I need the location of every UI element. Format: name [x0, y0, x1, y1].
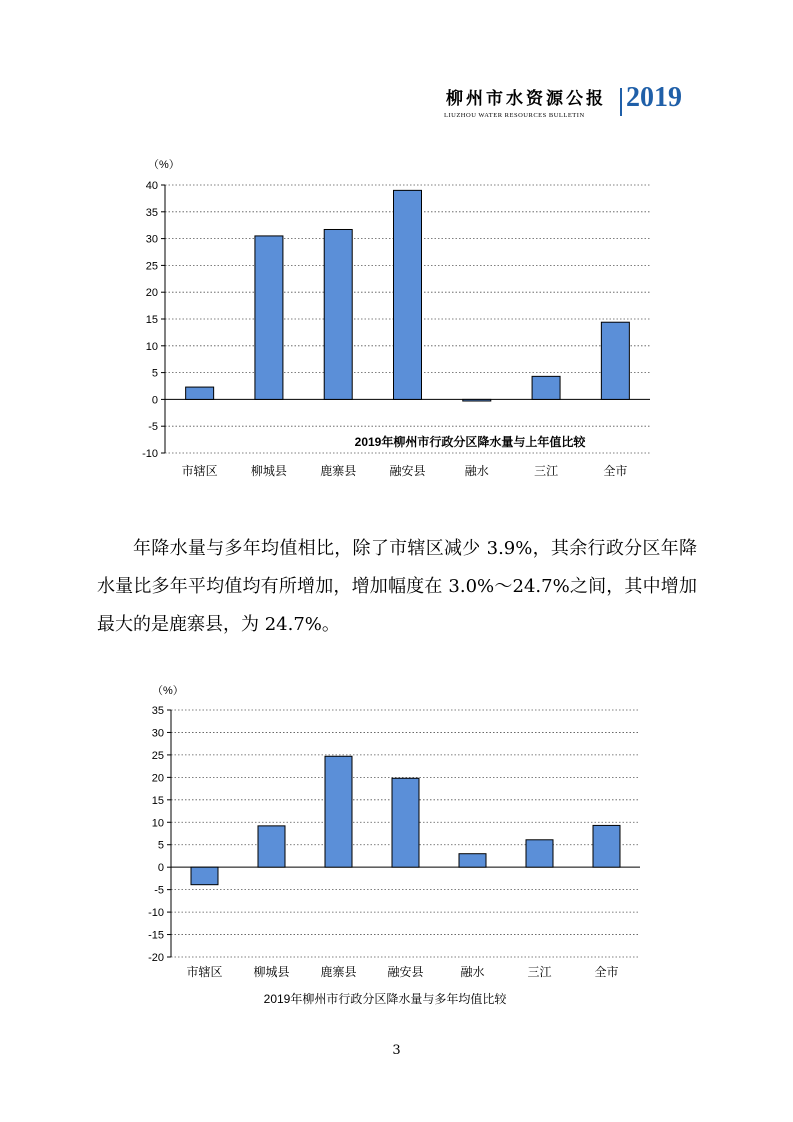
y-tick-label: 25 — [145, 260, 158, 273]
y-tick-label: 15 — [151, 794, 164, 807]
x-category-label: 三江 — [527, 965, 552, 979]
x-category-label: 市辖区 — [186, 965, 223, 979]
chart-title: 2019年柳州市行政分区降水量与多年均值比较 — [263, 992, 507, 1006]
bar-融水 — [459, 854, 486, 867]
y-tick-label: -20 — [148, 952, 164, 964]
x-category-label: 柳城县 — [250, 464, 287, 478]
y-tick-label: 30 — [151, 727, 164, 740]
x-category-label: 市辖区 — [181, 464, 218, 478]
x-category-label: 三江 — [534, 464, 559, 478]
y-tick-label: 10 — [151, 817, 164, 830]
y-tick-label: 25 — [151, 749, 164, 762]
y-tick-label: 0 — [157, 862, 164, 875]
header-year: 2019 — [626, 82, 682, 113]
y-tick-label: 0 — [151, 394, 158, 407]
bar-全市 — [593, 825, 620, 867]
y-unit-label: （%） — [148, 159, 180, 171]
y-tick-label: 35 — [145, 206, 158, 219]
y-tick-label: 20 — [151, 772, 164, 785]
y-tick-label: -10 — [148, 907, 164, 920]
bar-全市 — [601, 322, 629, 399]
bar-融安县 — [392, 778, 419, 867]
y-tick-label: 15 — [145, 314, 158, 326]
y-unit-label: （%） — [152, 685, 184, 697]
x-category-label: 全市 — [603, 464, 628, 478]
y-tick-label: 20 — [145, 287, 158, 300]
x-category-label: 柳城县 — [253, 965, 290, 979]
header-title-en: LIUZHOU WATER RESOURCES BULLETIN — [444, 112, 585, 119]
bar-三江 — [526, 840, 553, 867]
bar-融安县 — [394, 190, 422, 399]
y-tick-label: 40 — [145, 180, 158, 192]
bar-柳城县 — [255, 236, 283, 399]
x-category-label: 鹿寨县 — [320, 965, 357, 979]
y-tick-label: -5 — [148, 421, 158, 434]
chart-title: 2019年柳州市行政分区降水量与上年值比较 — [354, 435, 586, 449]
y-tick-label: 5 — [151, 367, 158, 380]
bar-市辖区 — [191, 867, 218, 885]
x-category-label: 融水 — [460, 965, 485, 979]
y-tick-label: -10 — [142, 448, 158, 460]
bar-融水 — [463, 399, 491, 401]
x-category-label: 全市 — [594, 965, 619, 979]
y-tick-label: 5 — [157, 839, 164, 852]
header-title-cn: 柳州市水资源公报 — [446, 89, 606, 109]
bar-市辖区 — [186, 387, 214, 399]
x-category-label: 鹿寨县 — [320, 464, 357, 478]
y-tick-label: -15 — [148, 929, 164, 942]
y-tick-label: -5 — [154, 884, 164, 897]
body-paragraph — [97, 530, 697, 644]
bar-柳城县 — [258, 826, 285, 867]
x-category-label: 融水 — [464, 464, 489, 478]
bar-鹿寨县 — [324, 229, 352, 399]
bar-三江 — [532, 376, 560, 399]
x-category-label: 融安县 — [389, 464, 426, 478]
bar-鹿寨县 — [325, 756, 352, 867]
page-number: 3 — [392, 1043, 401, 1058]
chart-vs-last-year — [0, 0, 793, 500]
paragraph-text: 年降水量与多年均值相比，除了市辖区减少 3.9%，其余行政分区年降水量比多年平均值均有所增加，增加幅度在 3.0%～24.7%之间，其中增加最大的是鹿寨县，为 24.7%。 — [97, 538, 697, 635]
y-tick-label: 30 — [145, 233, 158, 246]
x-category-label: 融安县 — [387, 965, 424, 979]
y-tick-label: 35 — [151, 705, 164, 717]
y-tick-label: 10 — [145, 340, 158, 353]
